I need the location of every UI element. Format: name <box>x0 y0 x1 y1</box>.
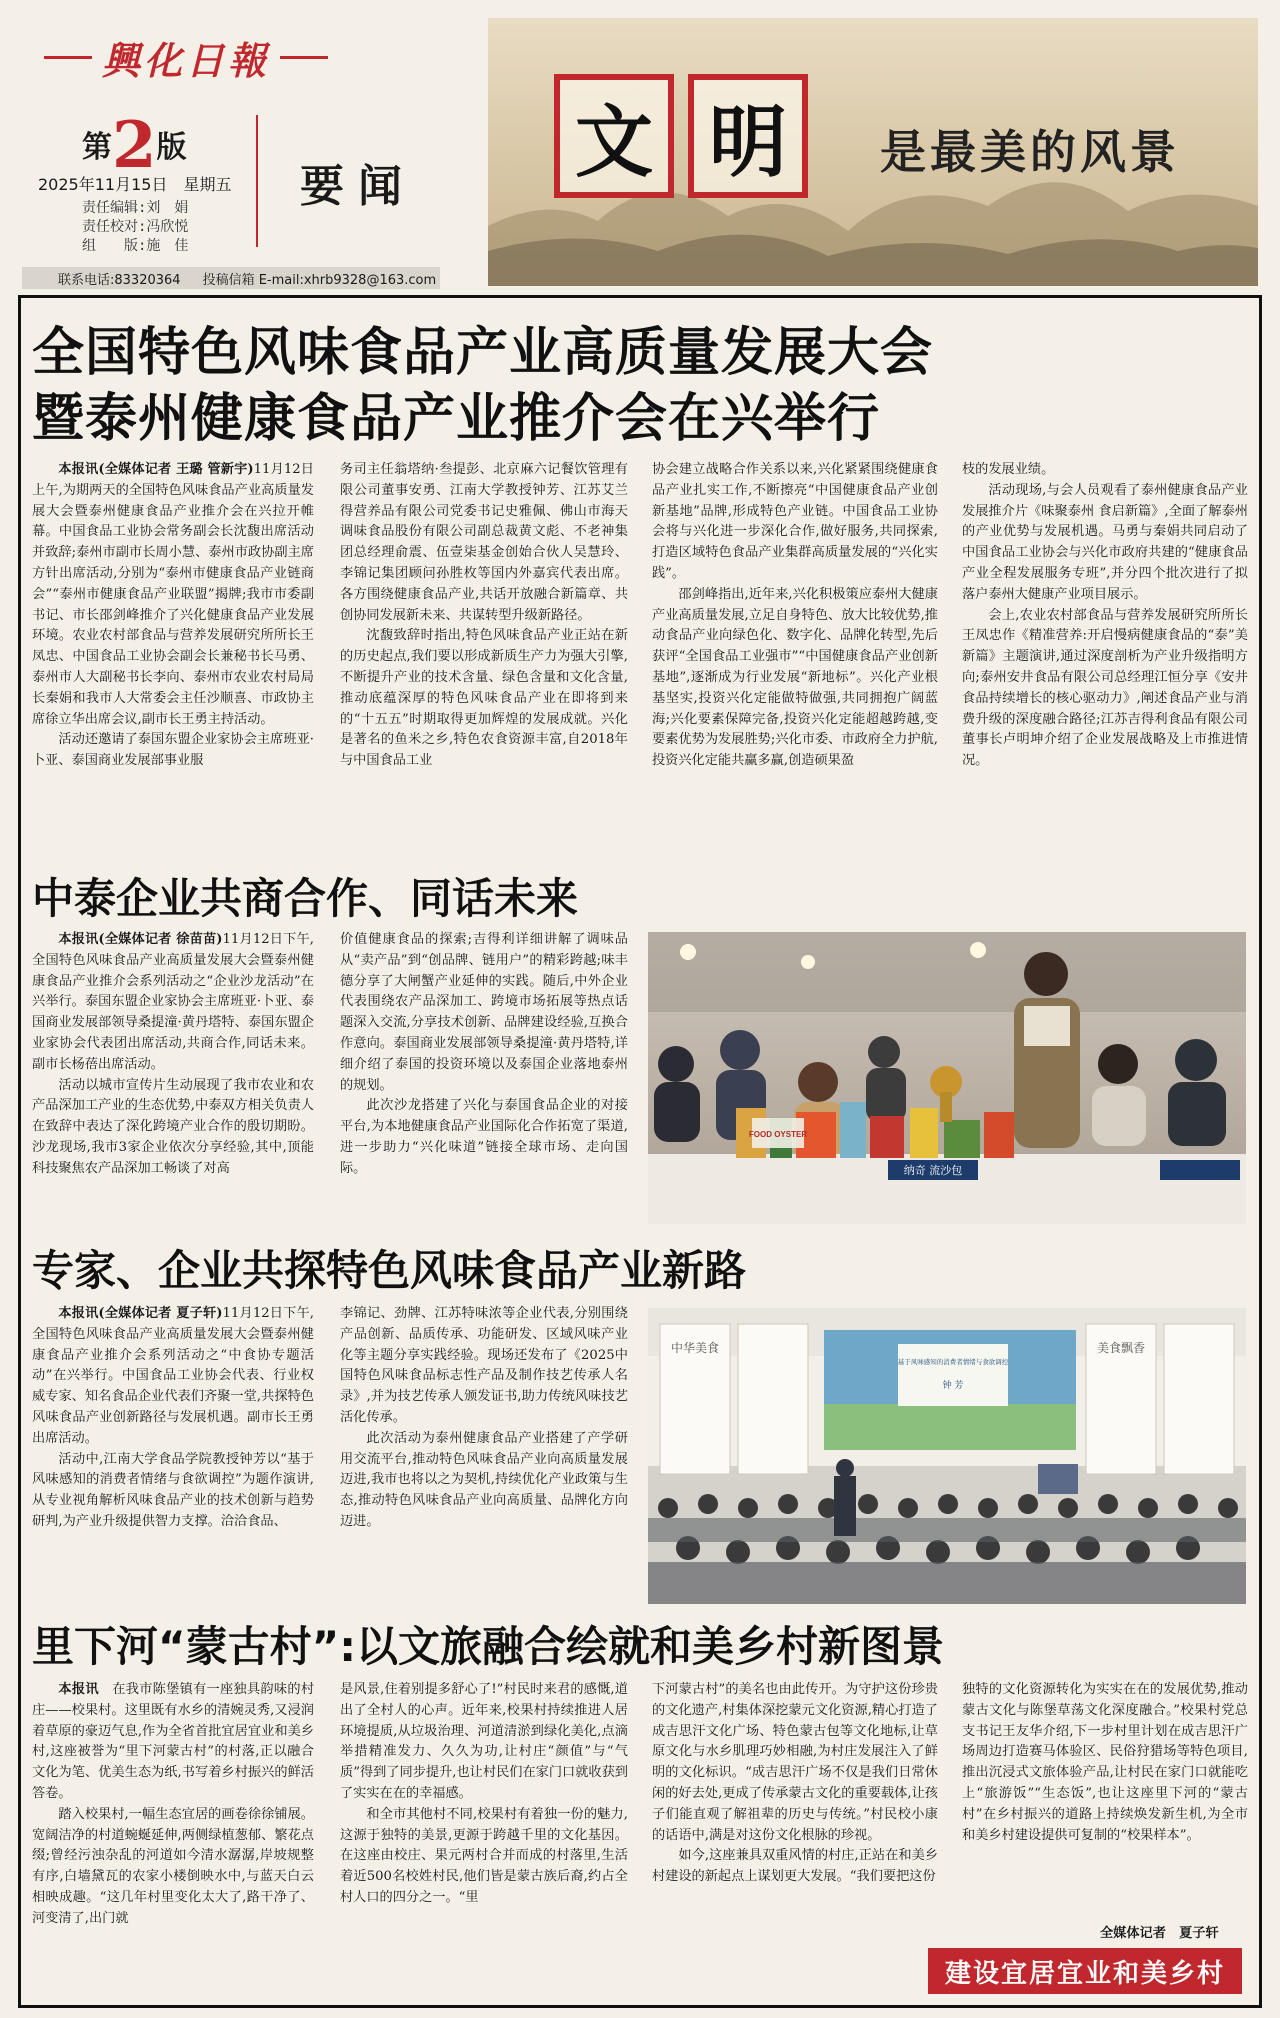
article1-col1b: 活动还邀请了泰国东盟企业家协会主席班亚·卜亚、泰国商业发展部事业服 <box>32 732 314 769</box>
article4-col3-text: 下河蒙古村”的美名也由此传开。为守护这份珍贵的文化遗产,村集体深挖蒙元文化资源,精心打造了成吉思汗文化广场、特色蒙古包等文化地标,让草原文化与水乡肌理巧妙相融,为村庄发展注入了鲜明的文化标识。“成吉思汗广场不仅是我们日常休闲的好去处,更成了传承蒙古文化的重要载体,让孩子们能直观了解祖辈的历史与传统。”村民校小康的话语中,满是对这份文化根脉的珍视。 <box>652 1682 938 1843</box>
article2-byline: 本报讯(全媒体记者 徐苗苗) <box>58 932 223 947</box>
article1-col2b: 沈馥致辞时指出,特色风味食品产业正站在新的历史起点,我们要以形成新质生产力为强大引擎,不断提升产业的技术含量、绿色含量和文化含量,推动底蕴深厚的特色风味食品产业在即将到来的“十五五”时期取得更加辉煌的发展成就。兴化是著名的鱼米之乡,特色农食资源丰富,自2018年与中国食品工业 <box>340 628 628 769</box>
left-banner-text: 中华美食 <box>670 1341 720 1355</box>
article1-col4b: 活动现场,与会人员观看了泰州健康食品产业发展推介片《味聚泰州 食启新篇》,全面了解泰州的产业优势与发展机遇。马勇与秦娟共同启动了中国食品工业协会与兴化市政府共建的“健康食品产业全程发展服务专班”,并分四个批次进行了拟落户泰州大健康产业项目展示。 <box>962 482 1248 602</box>
article2-col1b: 活动以城市宣传片生动展现了我市农业和农产品深加工产业的生态优势,中泰双方相关负责人在致辞中表达了深化跨境产业合作的殷切期盼。沙龙现场,我市3家企业依次分享经验,其中,顶能科技聚焦农产品深加工畅谈了对高 <box>32 1077 314 1176</box>
right-banner-text: 美食飘香 <box>1096 1341 1146 1355</box>
photo-conference-hall <box>648 1308 1246 1604</box>
article1-byline: 本报讯(全媒体记者 王璐 管新宇) <box>58 462 254 477</box>
article1-col2 <box>340 460 628 852</box>
publication-date: 2025年11月15日 星期五 <box>38 175 232 194</box>
article1-col4-text: 枝的发展业绩。 <box>962 462 1055 477</box>
product-label: FOOD OYSTER <box>748 1130 808 1139</box>
article2-headline: 中泰企业共商合作、同话未来 <box>32 874 579 923</box>
article1-col1 <box>32 460 314 852</box>
article4-headline: 里下河“蒙古村”:以文旅融合绘就和美乡村新图景 <box>32 1622 945 1671</box>
article1-col1-text: 11月12日上午,为期两天的全国特色风味食品产业高质量发展大会暨泰州健康食品产业推介会在兴拉开帷幕。中国食品工业协会常务副会长沈馥出席活动并致辞;泰州市副市长周小慧、泰州市政协副主席方针出席活动,分别为“泰州市健康食品产业链商会”“泰州市健康食品产业联盟”揭牌;我市市委副书记、市长邵剑峰推介了兴化健康食品产业发展环境。农业农村部食品与营养发展研究所所长王凤忠、中国食品工业协会副会长兼秘书长马勇、泰州市人大副秘书长李向、泰州市农业农村局局长秦娟和我市人大常委会主任沙顺喜、市政协主席徐立华出席会议,副市长王勇主持活动。 <box>32 462 314 727</box>
article4-col1-text: 在我市陈堡镇有一座独具韵味的村庄——校果村。这里既有水乡的清婉灵秀,又浸润着草原的豪迈气息,作为全省首批宜居宜业和美乡村,这座被誉为“里下河蒙古村”的村落,正以融合文化为笔、优美生态为纸,书写着乡村振兴的鲜活答卷。 <box>32 1682 314 1801</box>
salon-photo-illustration <box>648 932 1246 1224</box>
article3-col1b: 活动中,江南大学食品学院教授钟芳以“基于风味感知的消费者情绪与食欲调控”为题作演讲,从专业视角解析风味食品产业的技术创新与趋势研判,为产业升级提供智力支撑。洽洽食品、 <box>32 1451 314 1529</box>
article4-col4-text: 独特的文化资源转化为实实在在的发展优势,推动蒙古文化与陈堡草荡文化深度融合。”校果村党总支书记王友华介绍,下一步村里计划在成吉思汗广场周边打造赛马体验区、民俗狩猎场等特色项目,推出沉浸式文旅体验产品,让村民在家门口就能吃上“旅游饭”“生态饭”,也让这座里下河的“蒙古村”在乡村振兴的道路上持续焕发新生机,为全市和美乡村建设提供可复制的“校果样本”。 <box>962 1682 1248 1843</box>
article4-col2 <box>340 1680 628 1998</box>
banner-slogan: 是最美的风景 <box>880 125 1180 179</box>
article3-col2-text: 李锦记、劲牌、江苏特味浓等企业代表,分别围绕产品创新、品质传承、功能研发、区域风味产业化等主题分享实践经验。现场还发布了《2025中国特色风味食品标志性产品及制作技艺传承人名录》,并为技艺传承人颁发证书,助力传统风味技艺活化传承。 <box>340 1306 628 1425</box>
article2-col2b: 此次沙龙搭建了兴化与泰国食品企业的对接平台,为本地健康食品产业国际化合作拓宽了渠道,进一步助力“兴化味道”链接全球市场、走向国际。 <box>340 1098 628 1176</box>
article1-col4 <box>962 460 1248 852</box>
article4-col2-text: 是风景,住着别提多舒心了!”村民时来君的感慨,道出了全村人的心声。近年来,校果村持续推进人居环境提质,从垃圾治理、河道清淤到绿化美化,点滴举措精准发力、久久为功,让村庄“颜值”与“气质”得到了同步提升,也让村民们在家门口就收获到了实实在在的幸福感。 <box>340 1682 628 1801</box>
civilization-banner <box>488 18 1258 286</box>
logo-text: 興化日報 <box>101 37 270 83</box>
article1-col3-text: 协会建立战略合作关系以来,兴化紧紧围绕健康食品产业扎实工作,不断擦亮“中国健康食品产业创新基地”品牌,形成特色产业链。中国食品工业协会将与兴化进一步深化合作,做好服务,共同探索,打造区域特色食品产业集群高质量发展的“兴化实践”。 <box>652 462 938 581</box>
article4-col3b: 如今,这座兼具双重风情的村庄,正站在和美乡村建设的新起点上谋划更大发展。“我们要把这份 <box>652 1848 938 1885</box>
edition-suffix: 版 <box>156 130 187 165</box>
article2-col2 <box>340 930 628 1222</box>
contact-bar <box>22 267 440 289</box>
photo-banner-text: 纳奇 流沙包 <box>903 1164 963 1177</box>
article1-headline-line2: 暨泰州健康食品产业推介会在兴举行 <box>32 389 881 449</box>
section-title: 要闻 <box>300 161 416 212</box>
article4-col1 <box>32 1680 314 1998</box>
article1-col3 <box>652 460 938 852</box>
article4-col4 <box>962 1680 1248 1942</box>
article2-col2-text: 价值健康食品的探索;吉得利详细讲解了调味品从“卖产品”到“创品牌、链用户”的精彩跨越;味丰德分享了大闸蟹产业延伸的实践。随后,中外企业代表围绕农产品深加工、跨境市场拓展等热点话题深入交流,分享技术创新、品牌建设经验,互换合作意向。泰国商业发展部领导桑提潼·黄丹塔特,详细介绍了泰国的投资环境以及泰国企业落地泰州的规划。 <box>340 932 628 1093</box>
article1-col4c: 会上,农业农村部食品与营养发展研究所所长王凤忠作《精准营养:开启慢病健康食品的“泰”美新篇》主题演讲,通过深度剖析为产业升级指明方向;泰州安井食品有限公司总经理江恒分享《安井食品持续增长的核心驱动力》,阐述食品产业与消费升级的深度融合路径;江苏吉得利食品有限公司董事长卢明坤介绍了企业发展战略及上市推进情况。 <box>962 607 1248 769</box>
article4-signoff: 全媒体记者 夏子轩 <box>1100 1926 1219 1941</box>
article4-byline: 本报讯 <box>58 1682 99 1697</box>
article2-col1 <box>32 930 314 1222</box>
screen-title: 基于风味感知的消费者情绪与食欲调控 <box>897 1358 1009 1366</box>
edition-prefix: 第 <box>82 130 112 165</box>
article3-col2b: 此次活动为泰州健康食品产业搭建了产学研用交流平台,推动特色风味食品产业向高质量发展迈进,我市也将以之为契机,持续优化产业政策与生态,推动特色风味食品产业向高质量、品牌化方向迈进。 <box>340 1430 628 1529</box>
article2-col1-text: 11月12日下午,全国特色风味食品产业高质量发展大会暨泰州健康食品产业推介会系列活动之“企业沙龙活动”在兴举行。泰国东盟企业家协会主席班亚·卜亚、泰国商业发展部领导桑提潼·黄丹塔特、泰国东盟企业家协会代表团出席活动,共商合作,同话未来。副市长杨蓓出席活动。 <box>32 932 314 1072</box>
article4-col1b: 踏入校果村,一幅生态宜居的画卷徐徐铺展。宽阔洁净的村道蜿蜒延伸,两侧绿植葱郁、繁花点缀;曾经污浊杂乱的河道如今清水潺潺,岸坡规整有序,白墙黛瓦的农家小楼倒映水中,与蓝天白云相映成趣。“这几年村里变化太大了,路干净了、河变清了,出门就 <box>32 1806 314 1926</box>
campaign-badge: 建设宜居宜业和美乡村 <box>928 1948 1242 1994</box>
article1-col3b: 邵剑峰指出,近年来,兴化积极策应泰州大健康产业高质量发展,立足自身特色、放大比较优势,推动食品产业向绿色化、数字化、品牌化转型,先后获评“全国食品工业强市”“中国健康食品产业创新基地”,逐渐成为行业发展“新地标”。兴化产业根基坚实,投资兴化定能做特做强,共同拥抱广阔蓝海;兴化要素保障完备,投资兴化定能超越跨越,变要素优势为发展胜势;兴化市委、市政府全力护航,投资兴化定能共赢多赢,创造硕果盈 <box>652 586 938 769</box>
contact-email: 投稿信箱 E-mail:xhrb9328@163.com <box>202 272 437 288</box>
photo-salon-meeting <box>648 932 1246 1224</box>
article3-col1 <box>32 1304 314 1604</box>
article3-col2 <box>340 1304 628 1604</box>
screen-speaker: 钟 芳 <box>942 1381 964 1391</box>
article1-headline-line1: 全国特色风味食品产业高质量发展大会 <box>32 323 934 383</box>
article4-col3 <box>652 1680 938 1998</box>
conference-photo-illustration <box>648 1308 1246 1604</box>
staff-editor: 责任编辑:刘 娟 <box>82 200 189 216</box>
edition-num: 2 <box>112 108 157 183</box>
newspaper-logo <box>36 32 336 82</box>
masthead-divider <box>256 115 258 247</box>
staff-proofreader: 责任校对:冯欣悦 <box>82 219 189 235</box>
article3-byline: 本报讯(全媒体记者 夏子轩) <box>58 1306 223 1321</box>
banner-char-wen: 文 <box>554 74 674 198</box>
article4-col2b: 和全市其他村不同,校果村有着独一份的魅力,这源于独特的美景,更源于跨越千里的文化基因。在这座由校庄、果元两村合并而成的村落里,生活着近500名校姓村民,他们皆是蒙古族后裔,约占全村人口的四分之一。“里 <box>340 1806 628 1905</box>
contact-phone: 联系电话:83320364 <box>58 272 181 288</box>
article3-col1-text: 11月12日下午,全国特色风味食品产业高质量发展大会暨泰州健康食品产业推介会系列活动之“中食协专题活动”在兴举行。中国食品工业协会代表、行业权威专家、知名食品企业代表们齐聚一堂,共探特色风味食品产业创新路径与发展机遇。副市长王勇出席活动。 <box>32 1306 314 1446</box>
banner-char-ming: 明 <box>688 74 808 198</box>
article3-headline: 专家、企业共探特色风味食品产业新路 <box>32 1246 747 1295</box>
article1-col2-text: 务司主任翁塔纳·叁提彭、北京麻六记餐饮管理有限公司董事安勇、江南大学教授钟芳、江苏艾兰得营养品有限公司党委书记史雅佩、佛山市海天调味食品股份有限公司副总裁黄文彪、不老神集团总经理俞震、伍壹柒基金创始合伙人吴慧玲、李锦记集团顾问孙胜枚等国内外嘉宾代表出席。各方围绕健康食品产业,共话开放融合新篇章、共创协同发展新未来、共谋转型升级新路径。 <box>340 462 628 623</box>
logo-rule-left <box>44 56 92 59</box>
staff-layout: 组 版:施 佳 <box>82 238 189 254</box>
logo-rule-right <box>280 56 328 59</box>
